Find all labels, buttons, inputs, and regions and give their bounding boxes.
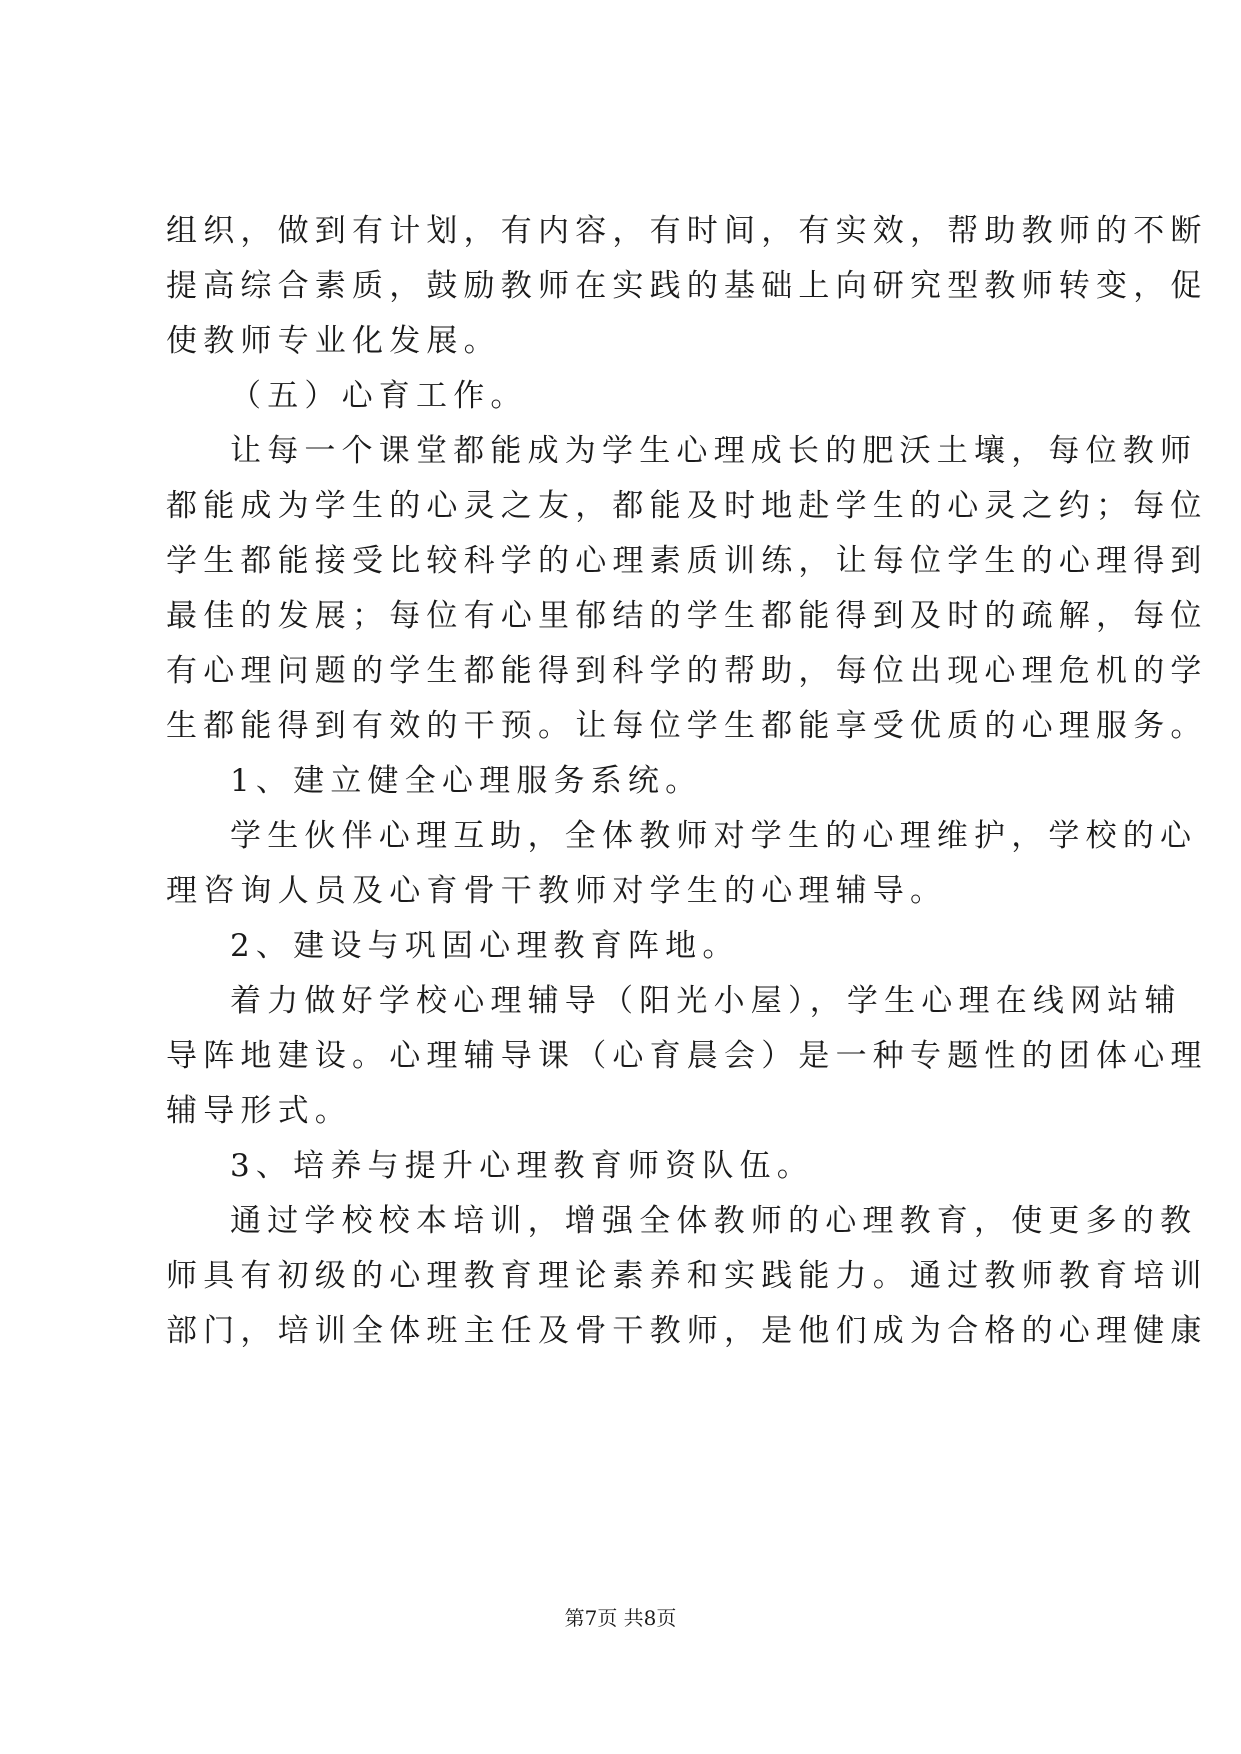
text-line: 让每一个课堂都能成为学生心理成长的肥沃土壤，每位教师 — [230, 433, 1198, 469]
subsection-heading: 3、培养与提升心理教育师资队伍。 — [230, 1148, 814, 1184]
text-line: 学生都能接受比较科学的心理素质训练，让每位学生的心理得到 — [166, 543, 1208, 579]
text-line: 有心理问题的学生都能得到科学的帮助，每位出现心理危机的学 — [166, 653, 1208, 689]
text-line: 学生伙伴心理互助，全体教师对学生的心理维护，学校的心 — [230, 818, 1198, 854]
page-number: 第7页 共8页 — [564, 1606, 677, 1630]
text-line: 导阵地建设。心理辅导课（心育晨会）是一种专题性的团体心理 — [166, 1038, 1208, 1074]
subsection-heading: 2、建设与巩固心理教育阵地。 — [230, 928, 740, 964]
text-line: 部门，培训全体班主任及骨干教师，是他们成为合格的心理健康 — [166, 1313, 1208, 1349]
section-heading: （五）心育工作。 — [230, 378, 528, 414]
text-line: 辅导形式。 — [166, 1093, 352, 1129]
text-line: 提高综合素质，鼓励教师在实践的基础上向研究型教师转变，促 — [166, 268, 1208, 304]
text-line: 都能成为学生的心灵之友，都能及时地赴学生的心灵之约；每位 — [166, 488, 1208, 524]
text-line: 理咨询人员及心育骨干教师对学生的心理辅导。 — [166, 873, 948, 909]
text-line: 最佳的发展；每位有心里郁结的学生都能得到及时的疏解，每位 — [166, 598, 1208, 634]
text-line: 着力做好学校心理辅导（阳光小屋），学生心理在线网站辅 — [230, 983, 1182, 1019]
text-line: 师具有初级的心理教育理论素养和实践能力。通过教师教育培训 — [166, 1258, 1208, 1294]
text-line: 组织，做到有计划，有内容，有时间，有实效，帮助教师的不断 — [166, 213, 1208, 249]
subsection-heading: 1、建立健全心理服务系统。 — [230, 763, 703, 799]
text-line: 生都能得到有效的干预。让每位学生都能享受优质的心理服务。 — [166, 708, 1208, 744]
text-line: 通过学校校本培训，增强全体教师的心理教育，使更多的教 — [230, 1203, 1198, 1239]
text-line: 使教师专业化发展。 — [166, 323, 501, 359]
